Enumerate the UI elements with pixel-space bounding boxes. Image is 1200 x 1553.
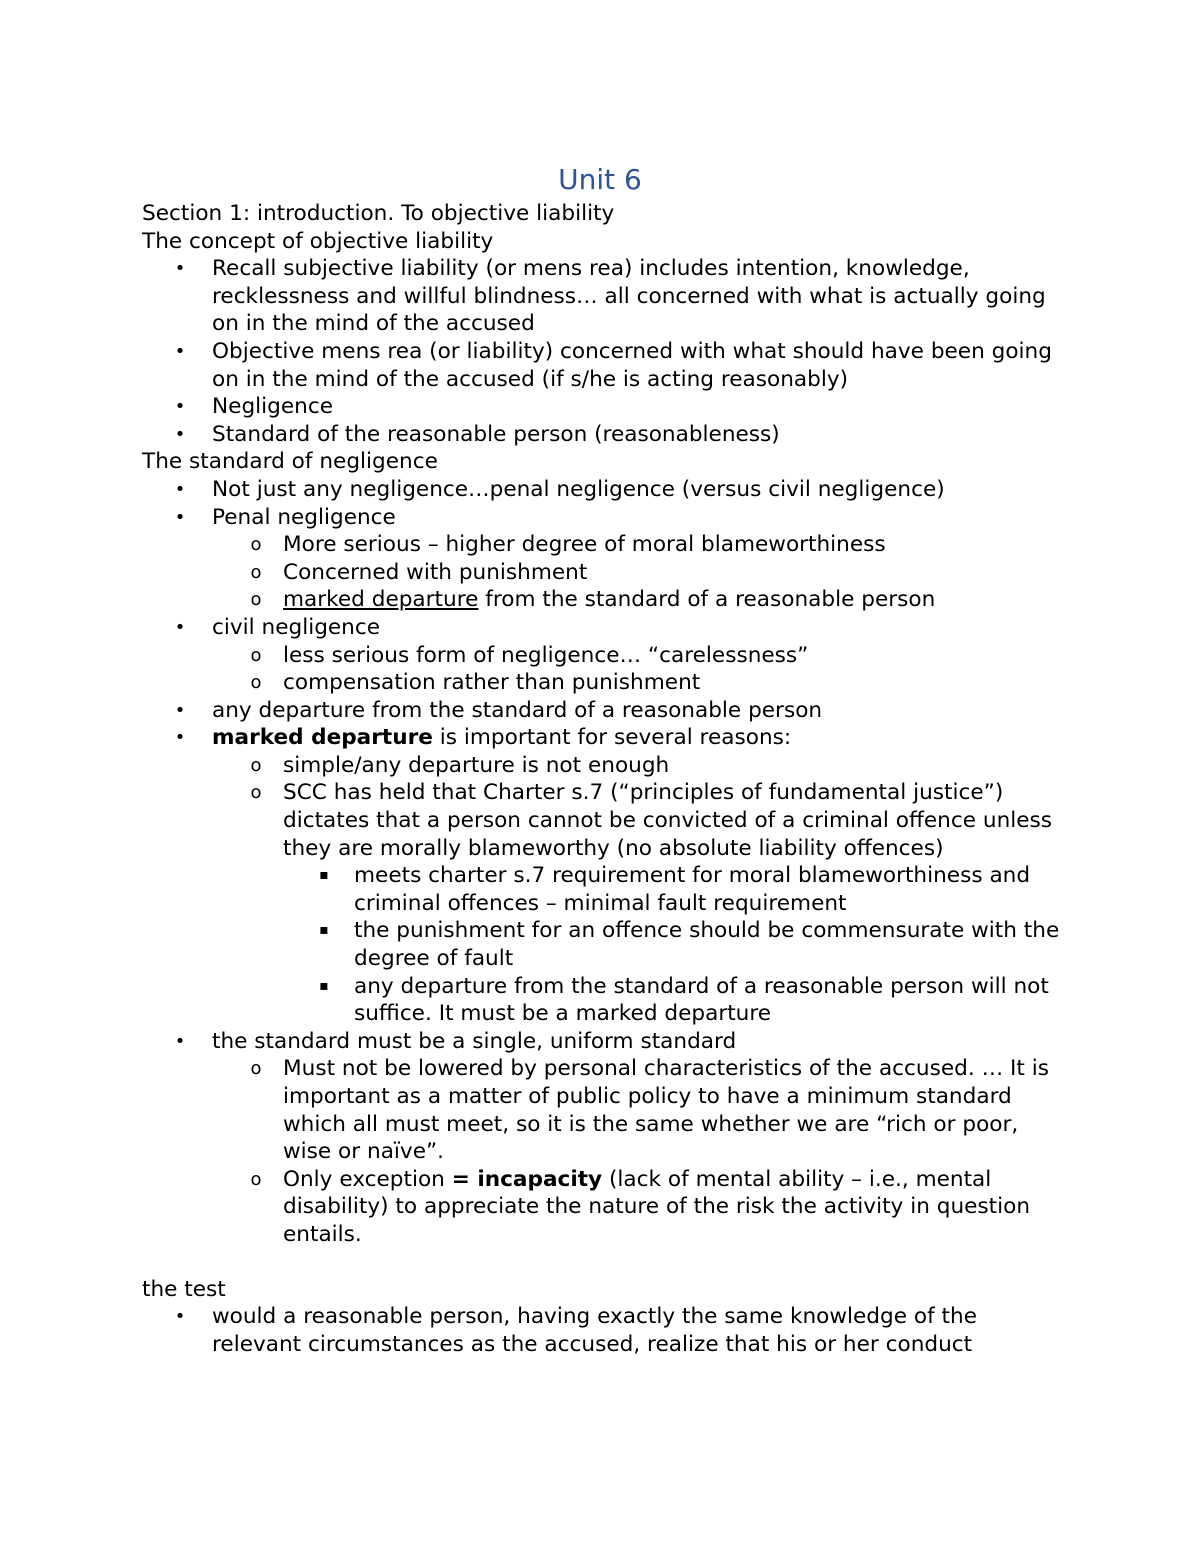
circle-bullet-icon: o xyxy=(250,672,262,694)
sub-list-item xyxy=(142,1166,1072,1249)
bold-term: marked departure xyxy=(212,725,433,751)
list-item-text: civil negligence xyxy=(212,614,381,640)
list-item-text: Not just any negligence…penal negligence (versus civil negligence) xyxy=(212,476,945,502)
list-item-text: would a reasonable person, having exactly the same knowledge of the relevant circumstances as the accused, realize that his or her conduct xyxy=(212,1304,977,1357)
circle-bullet-icon: o xyxy=(250,644,262,666)
list-item xyxy=(142,421,1072,449)
sub-list-item xyxy=(142,1055,1072,1165)
sub-sub-list-item xyxy=(142,862,1072,917)
list-item-text: Must not be lowered by personal characteristics of the accused. … It is important as a matter of public policy to have a minimum standard which all must meet, so it is the same whether we are “rich or poor, wise or naïve”. xyxy=(283,1056,1049,1165)
list-item xyxy=(142,255,1072,338)
bullet-icon: • xyxy=(174,340,186,362)
list-item xyxy=(142,1303,1072,1358)
list-item-text: compensation rather than punishment xyxy=(283,670,701,696)
square-bullet-icon: ▪ xyxy=(319,867,329,884)
list-item-text: Penal negligence xyxy=(212,504,396,530)
list-item-text: Objective mens rea (or liability) concerned with what should have been going on in the mind of the accused (if s/he is acting reasonably) xyxy=(212,338,1052,392)
circle-bullet-icon: o xyxy=(250,561,262,583)
bullet-icon: • xyxy=(174,396,186,418)
circle-bullet-icon: o xyxy=(250,754,262,776)
list-item-text xyxy=(283,586,1072,614)
list-item-text: simple/any departure is not enough xyxy=(283,752,670,778)
list-item xyxy=(142,338,1072,393)
sub-list-item xyxy=(142,752,1072,780)
sub-list-item xyxy=(142,779,1072,862)
list-item xyxy=(142,504,1072,532)
section-heading: Section 1: introduction. To objective liability xyxy=(142,201,615,226)
list-item-text-pre: Only exception xyxy=(283,1166,452,1192)
page-title: Unit 6 xyxy=(558,163,642,196)
list-item-text: the standard must be a single, uniform standard xyxy=(212,1028,737,1054)
sub-list-item xyxy=(142,642,1072,670)
list-item-text: More serious – higher degree of moral blameworthiness xyxy=(283,532,886,558)
bullet-icon: • xyxy=(174,506,186,528)
sub-sub-list-item xyxy=(142,973,1072,1028)
list-item-text: Negligence xyxy=(212,394,333,420)
list-item-text: Concerned with punishment xyxy=(283,559,588,585)
square-bullet-icon: ▪ xyxy=(319,922,329,939)
document-body xyxy=(142,200,1072,1358)
bullet-icon: • xyxy=(174,616,186,638)
square-bullet-icon: ▪ xyxy=(319,977,329,994)
circle-bullet-icon: o xyxy=(250,782,262,804)
bullet-icon: • xyxy=(174,727,186,749)
list-item-text: SCC has held that Charter s.7 (“principles of fundamental justice”) dictates that a person cannot be convicted of a criminal offence unless they are morally blameworthy (no absolute liability offences) xyxy=(283,780,1053,861)
list-item xyxy=(142,393,1072,421)
circle-bullet-icon: o xyxy=(250,589,262,611)
bullet-icon: • xyxy=(174,478,186,500)
blank-line xyxy=(142,1249,1072,1276)
circle-bullet-icon: o xyxy=(250,1058,262,1080)
list-item xyxy=(142,476,1072,504)
circle-bullet-icon: o xyxy=(250,1168,262,1190)
list-item-text: any departure from the standard of a reasonable person xyxy=(212,697,823,723)
list-item-text xyxy=(283,1166,1072,1249)
bullet-icon: • xyxy=(174,1030,186,1052)
underlined-term: marked departure xyxy=(283,587,479,613)
test-heading: the test xyxy=(142,1276,226,1302)
bullet-icon: • xyxy=(174,699,186,721)
bullet-icon: • xyxy=(174,258,186,280)
circle-bullet-icon: o xyxy=(250,534,262,556)
list-item-text-rest: (lack of mental ability – i.e., mental disability) to appreciate the nature of the risk the activity in question entails. xyxy=(283,1166,1031,1247)
sub-list-item xyxy=(142,559,1072,587)
bullet-icon: • xyxy=(174,1306,186,1328)
list-item-text xyxy=(212,724,1072,752)
standard-heading: The standard of negligence xyxy=(142,449,438,475)
list-item-text: meets charter s.7 requirement for moral blameworthiness and criminal offences – minimal fault requirement xyxy=(354,863,1031,916)
sub-list-item xyxy=(142,669,1072,697)
list-item xyxy=(142,1028,1072,1056)
list-item-text: Standard of the reasonable person (reasonableness) xyxy=(212,421,780,447)
list-item-text: Recall subjective liability (or mens rea) includes intention, knowledge, recklessness and willful blindness… all concerned with what is actually going on in the mind of the accused xyxy=(212,256,1046,337)
bold-term: = incapacity xyxy=(451,1166,603,1192)
list-item-text: any departure from the standard of a reasonable person will not suffice. It must be a marked departure xyxy=(354,973,1049,1027)
list-item xyxy=(142,614,1072,642)
sub-list-item xyxy=(142,586,1072,614)
sub-list-item xyxy=(142,531,1072,559)
sub-sub-list-item xyxy=(142,917,1072,972)
list-item xyxy=(142,724,1072,752)
bullet-icon: • xyxy=(174,423,186,445)
concept-heading: The concept of objective liability xyxy=(142,228,494,254)
list-item-text: less serious form of negligence… “carelessness” xyxy=(283,642,809,668)
list-item-text-rest: from the standard of a reasonable person xyxy=(478,587,936,613)
list-item-text-rest: is important for several reasons: xyxy=(432,725,792,751)
list-item xyxy=(142,697,1072,725)
list-item-text: the punishment for an offence should be commensurate with the degree of fault xyxy=(354,918,1060,972)
